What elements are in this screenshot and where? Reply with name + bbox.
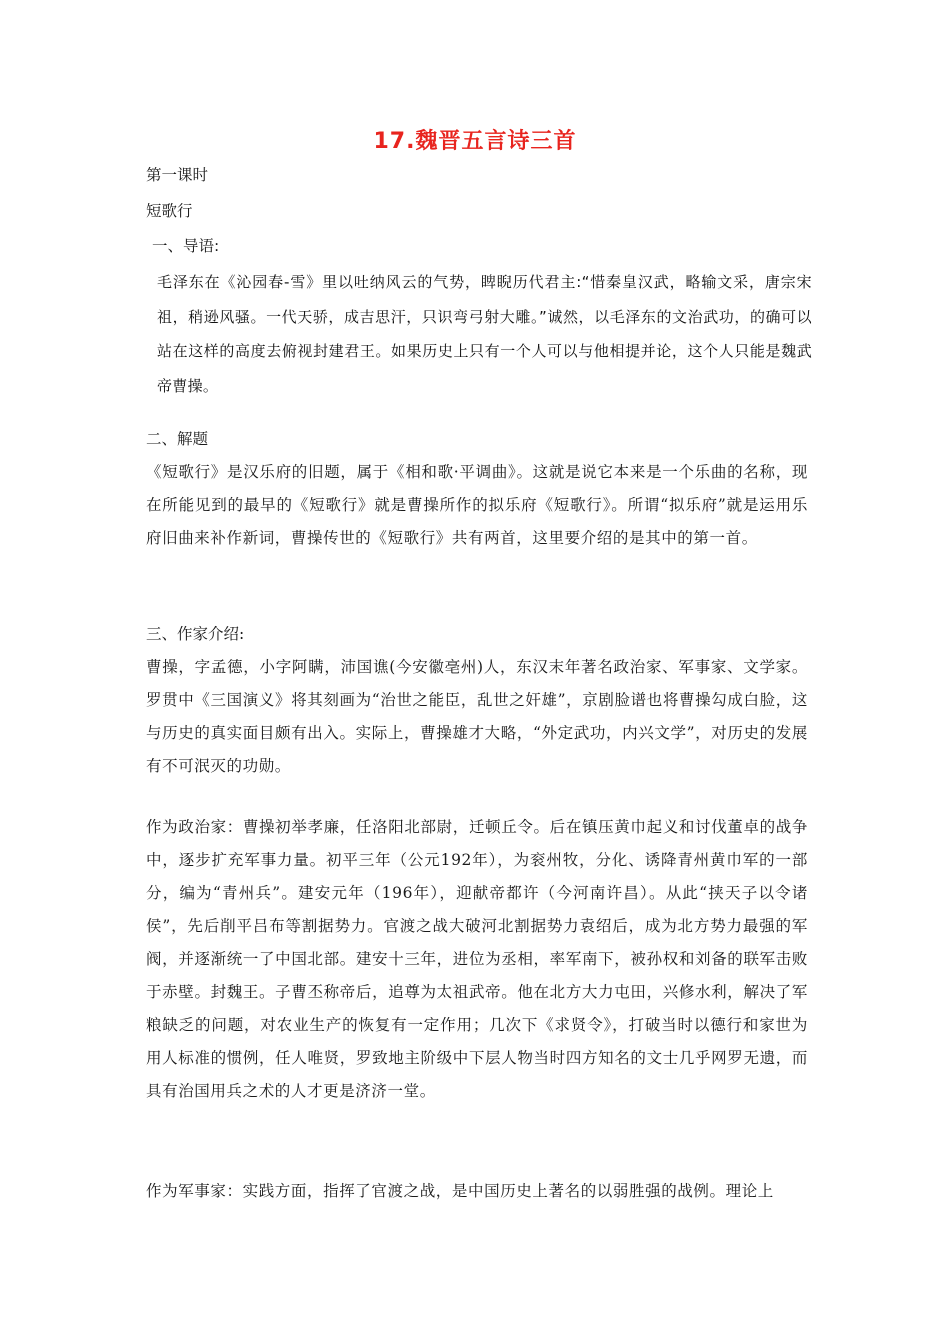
author-heading: 三、作家介绍: — [146, 625, 245, 643]
poem-title: 短歌行 — [146, 202, 193, 220]
military-paragraph: 作为军事家：实践方面，指挥了官渡之战，是中国历史上著名的以弱胜强的战例。理论上 — [146, 1182, 774, 1200]
politician-paragraph: 作为政治家：曹操初举孝廉，任洛阳北部尉，迁顿丘令。后在镇压黄巾起义和讨伐董卓的战争中，逐步扩充军事力量。初平三年（公元192年），为衮州牧，分化、诱降青州黄巾军的一部分，编为“青州兵”。建安元年（196年），迎献帝都许（今河南许昌）。从此“挟天子以令诸侯”，先后削平吕布等割据势力。官渡之战大破河北割据势力袁绍后，成为北方势力最强的军阀，并逐渐统一了中国北部。建安十三年，进位为丞相，率军南下，被孙权和刘备的联军击败于赤壁。封魏王。子曹丕称帝后，追尊为太祖武帝。他在北方大力屯田，兴修水利，解决了军粮缺乏的问题，对农业生产的恢复有一定作用；几次下《求贤令》，打破当时以德行和家世为用人标准的惯例，任人唯贤，罗致地主阶级中下层人物当时四方知名的文士几乎网罗无遗，而具有治国用兵之术的人才更是济济一堂。 — [146, 818, 808, 1100]
intro-heading: 一、导语: — [152, 237, 220, 255]
author-paragraph: 曹操，字孟德，小字阿瞒，沛国谯(今安徽亳州)人，东汉末年著名政治家、军事家、文学家。罗贯中《三国演义》将其刻画为“治世之能臣，乱世之奸雄”，京剧脸谱也将曹操勾成白脸，这与历史的真实面目颇有出入。实际上，曹操雄才大略，“外定武功，内兴文学”，对历史的发展有不可泯灭的功勋。 — [146, 658, 809, 775]
jieti-heading: 二、解题 — [146, 430, 209, 448]
jieti-paragraph: 《短歌行》是汉乐府的旧题，属于《相和歌·平调曲》。这就是说它本来是一个乐曲的名称，现在所能见到的最早的《短歌行》就是曹操所作的拟乐府《短歌行》。所谓“拟乐府”就是运用乐府旧曲来补作新词，曹操传世的《短歌行》共有两首，这里要介绍的是其中的第一首。 — [146, 463, 808, 547]
lesson-label: 第一课时 — [146, 166, 209, 184]
page-title: 17.魏晋五言诗三首 — [373, 129, 577, 154]
intro-paragraph: 毛泽东在《沁园春-雪》里以吐纳风云的气势，睥睨历代君主:“惜秦皇汉武，略输文采，唐宗宋祖，稍逊风骚。一代天骄，成吉思汗，只识弯弓射大雕。”诚然，以毛泽东的文治武功，的确可以站在这样的高度去俯视封建君王。如果历史上只有一个人可以与他相提并论，这个人只能是魏武帝曹操。 — [157, 273, 812, 395]
